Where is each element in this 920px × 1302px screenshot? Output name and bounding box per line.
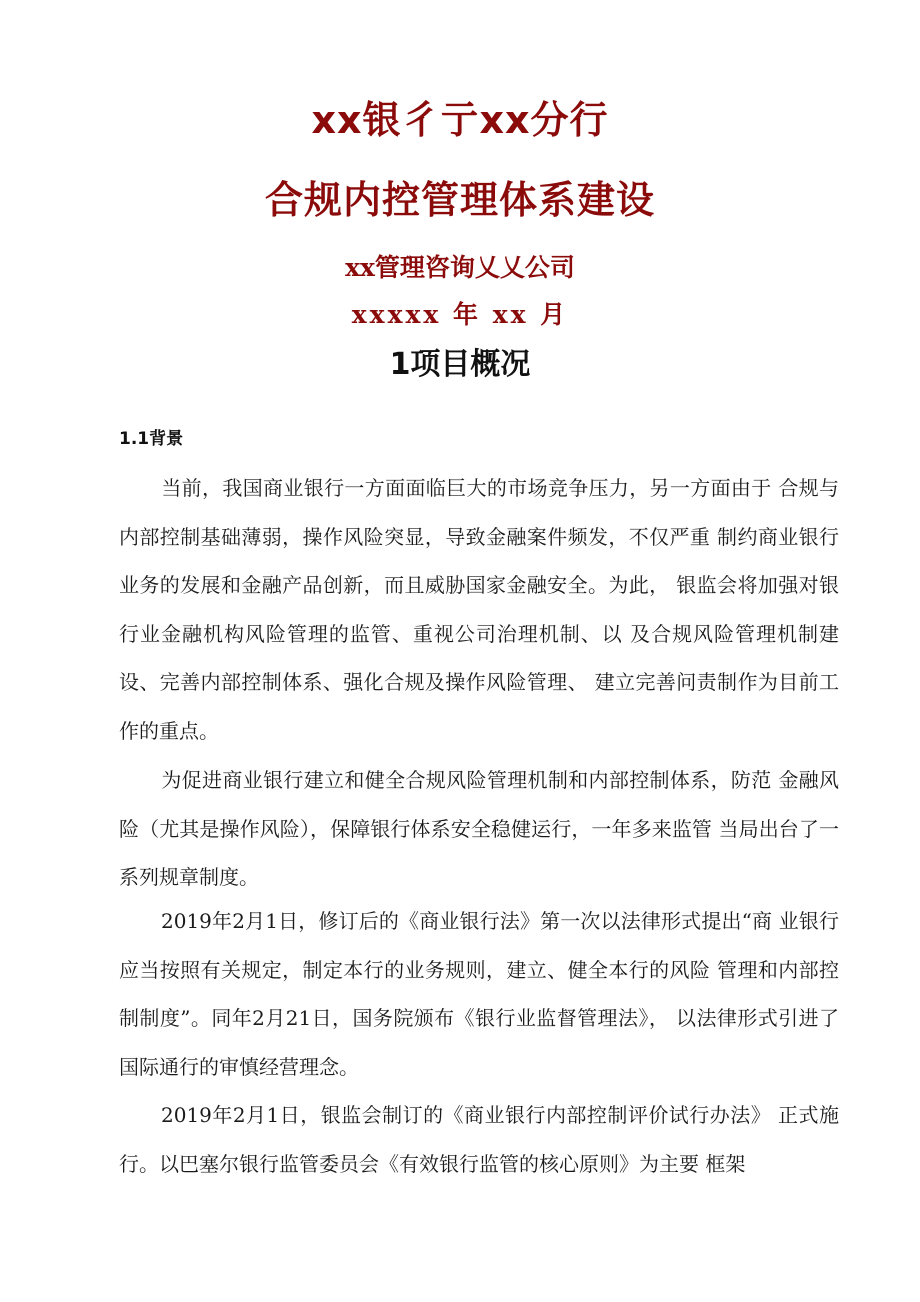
company-name: xx管理咨询乂乂公司 [345,253,575,282]
paragraph-text: 2019年2月1日，银监会制订的《商业银行内部控制评价试行办法》 正式施行。以巴塞尔银行监管委员会《有效银行监管的核心原则》为主要 框架 [119,1103,839,1176]
paragraph [119,464,839,756]
subsection-heading: 1.1背景 [119,429,184,449]
paragraph [119,897,839,1091]
document-title-line1: xx银彳亍xx分行 [311,98,609,142]
document-title-line2: 合规内控管理体系建设 [264,178,655,222]
paragraph-text: 当前，我国商业银行一方面面临巨大的市场竞争压力，另一方面由于 合规与内部控制基础薄弱，操作风险突显，导致金融案件频发，不仅严重 制约商业银行业务的发展和金融产品创新，而且威胁国家金融安全。为此， 银监会将加强对银行业金融机构风险管理的监管、重视公司治理机制、以 及合规风险管理机制建设、完善内部控制体系、强化合规及操作风险管理、 建立完善问责制作为目前工作的重点。 [119,476,839,743]
paragraph-text: 为促进商业银行建立和健全合规风险管理机制和内部控制体系，防范 金融风险（尤其是操作风险），保障银行体系安全稳健运行，一年多来监管 当局出台了一系列规章制度。 [119,768,839,890]
paragraph [119,1091,839,1188]
document-date: xxxxx 年 xx 月 [351,300,569,329]
paragraph-text: 2019年2月1日，修订后的《商业银行法》第一次以法律形式提出“商 业银行应当按照有关规定，制定本行的业务规则，建立、健全本行的风险 管理和内部控制制度”。同年2月21日，国务院颁布《银行业监督管理法》， 以法律形式引进了国际通行的审慎经营理念。 [119,909,839,1079]
section-heading: 1项目概况 [389,347,531,382]
paragraph [119,756,839,902]
